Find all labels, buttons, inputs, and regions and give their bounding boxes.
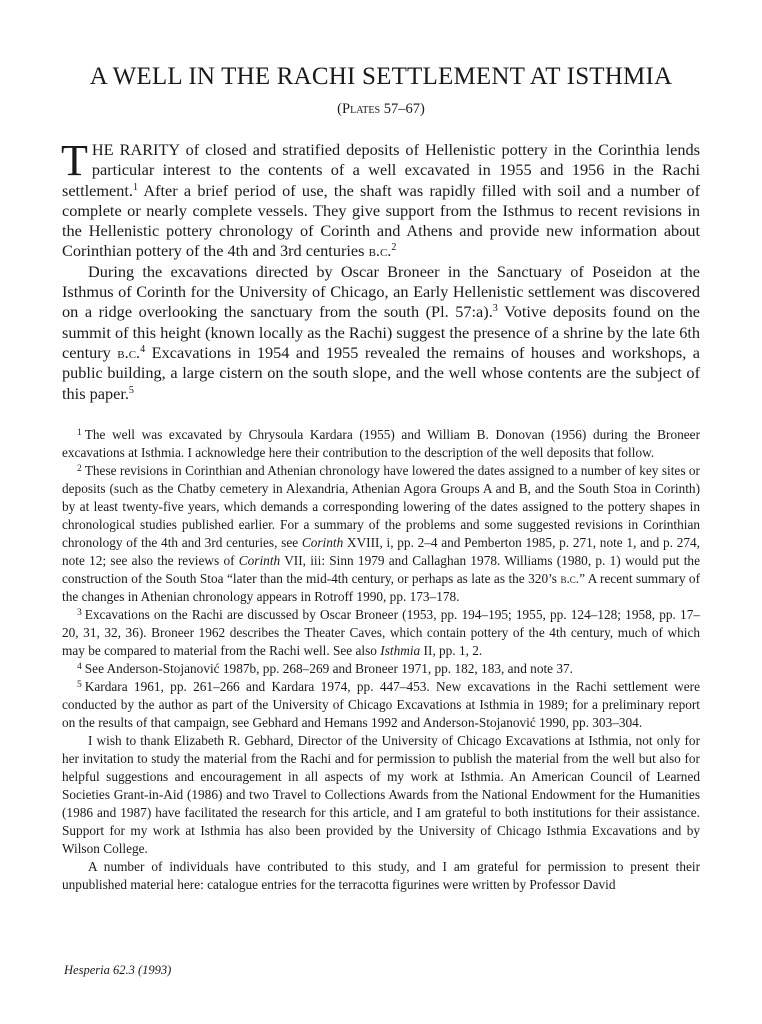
footnote-text: The well was excavated by Chrysoula Kardara (1955) and William B. Donovan (1956) during the Broneer excavations at Isthmia. I acknowledge here their contribution to the description of the well deposits that follow. xyxy=(62,426,700,460)
era-abbrev: b.c. xyxy=(117,342,141,362)
plates-open: ( xyxy=(337,101,343,117)
paragraph-text: After a brief period of use, the shaft was rapidly filled with soil and a number of complete or nearly complete vessels. They give support from the Isthmus to recent revisions in the Hellenistic pottery chronology of Corinth and Athens and provide new information about Corinthian pottery of the 4th and 3rd centuries xyxy=(62,180,700,261)
body-paragraph-1 xyxy=(61,136,701,262)
footnote-text: See Anderson-Stojanović 1987b, pp. 268–269 and Broneer 1971, pp. 182, 183, and note 37. xyxy=(84,660,574,676)
plates-word: Plates xyxy=(342,101,381,117)
era-abbrev: b.c. xyxy=(560,570,580,586)
footnote-ref-5[interactable]: 5 xyxy=(128,384,134,396)
footnote-text: VII, iii: Sinn 1979 and Callaghan 1978. Williams (1980, p. 1) would put the construction of the South Stoa “later than the mid-4th century, or perhaps as late as the 320’s xyxy=(62,552,700,586)
footnote-number: 4 xyxy=(77,660,82,672)
footnote-1 xyxy=(62,426,700,462)
footnote-number: 5 xyxy=(77,678,82,690)
paragraph-text: During the excavations directed by Oscar Broneer in the Sanctuary of Poseidon at the Isthmus of Corinth for the University of Chicago, an Early Hellenistic settlement was discovered on a ridge overlooking the sanctuary from the south (Pl. 57:a). xyxy=(62,261,700,322)
footnote-number: 1 xyxy=(77,426,82,438)
series-title: Corinth xyxy=(301,534,344,550)
footnote-text: Kardara 1961, pp. 261–266 and Kardara 1974, pp. 447–453. New excavations in the Rachi settlement were conducted by the author as part of the University of Chicago Excavations at Isthmia in 1989; for a preliminary report on the results of that campaign, see Gebhard and Hemans 1992 and Anderson-Stojanović 1990, pp. 303–304. xyxy=(62,678,700,730)
footnote-text: These revisions in Corinthian and Athenian chronology have lowered the dates assigned to a number of key sites or deposits (such as the Chatby cemetery in Alexandria, Athenian Agora Groups A and B, and the South Stoa in Corinth) by at least twenty-five years, which demands a corresponding lowering of the dates assigned to the pottery shapes in chronological studies published earlier. For a summary of the problems and some suggested revisions in Corinthian chronology of the 4th and 3rd centuries, see xyxy=(62,462,700,550)
footnote-ref-4[interactable]: 4 xyxy=(140,343,146,355)
footnotes xyxy=(62,426,700,894)
paragraph-text: Excavations in 1954 and 1955 revealed the remains of houses and workshops, a public building, a large cistern on the south slope, and the well whose contents are the subject of this paper. xyxy=(62,342,700,403)
acknowledgements xyxy=(62,732,700,894)
drop-cap: T xyxy=(61,136,88,185)
era-abbrev: b.c. xyxy=(368,241,392,261)
footnote-ref-1[interactable]: 1 xyxy=(132,181,139,193)
body-paragraph-2 xyxy=(62,262,700,404)
article-body xyxy=(61,136,701,404)
lead-words: HE RARITY xyxy=(91,140,180,159)
footnote-number: 2 xyxy=(77,462,82,474)
footnote-text: Excavations on the Rachi are discussed by Oscar Broneer (1953, pp. 194–195; 1955, pp. 124–128; 1958, pp. 17–20, 31, 32, 36). Broneer 1962 describes the Theater Caves, which contain pottery of the 4th century, much of which may be compared to material from the Rachi well. See also xyxy=(62,606,700,658)
footnote-5 xyxy=(62,678,700,732)
series-title: Corinth xyxy=(238,552,281,568)
footnote-4 xyxy=(62,660,700,678)
footnote-ref-3[interactable]: 3 xyxy=(492,303,498,315)
footnote-text: XVIII, i, pp. 2–4 and Pemberton 1985, p. 271, note 1, and p. 274, note 12; see also the reviews of xyxy=(62,534,700,568)
acknowledgement-paragraph-1: I wish to thank Elizabeth R. Gebhard, Director of the University of Chicago Excavations at Isthmia, not only for her invitation to study the material from the Rachi and for permission to publish the material from the well but also for helpful suggestions and encouragement in all aspects of my work at Isthmia. An American Council of Learned Societies Grant-in-Aid (1986) and two Travel to Collections Awards from the National Endowment for the Humanities (1986 and 1987) have facilitated the research for this article, and I am grateful to both institutions for their assistance. Support for my work at Isthmia has also been provided by the University of Chicago Isthmia Excavations and by Wilson College. xyxy=(62,732,700,856)
footnote-2 xyxy=(62,462,700,606)
plates-reference xyxy=(62,100,700,118)
paragraph-text: Votive deposits found on the summit of this height (known locally as the Rachi) suggest the presence of a shrine by the late 6th century xyxy=(62,302,700,362)
footnote-text: ” A recent summary of the changes in Athenian chronology appears in Rotroff 1990, pp. 173–178. xyxy=(62,570,700,604)
article-title: A WELL IN THE RACHI SETTLEMENT AT ISTHMIA xyxy=(89,63,673,90)
footnote-text: II, pp. 1, 2. xyxy=(420,642,483,658)
paragraph-text: of closed and stratified deposits of Hellenistic pottery in the Corinthia lends particular interest to the contents of a well excavated in 1955 and 1956 in the Rachi settlement. xyxy=(62,140,701,200)
footnote-3 xyxy=(62,606,700,660)
plates-range: 57–67) xyxy=(380,101,425,117)
acknowledgement-paragraph-2: A number of individuals have contributed to this study, and I am grateful for permission to present their unpublished material here: catalogue entries for the terracotta figurines were written by Professor David xyxy=(62,858,700,892)
footnote-number: 3 xyxy=(77,606,82,618)
footnote-ref-2[interactable]: 2 xyxy=(391,242,397,254)
series-title: Isthmia xyxy=(380,642,421,658)
journal-citation: Hesperia 62.3 (1993) xyxy=(64,963,172,977)
page xyxy=(62,62,700,894)
